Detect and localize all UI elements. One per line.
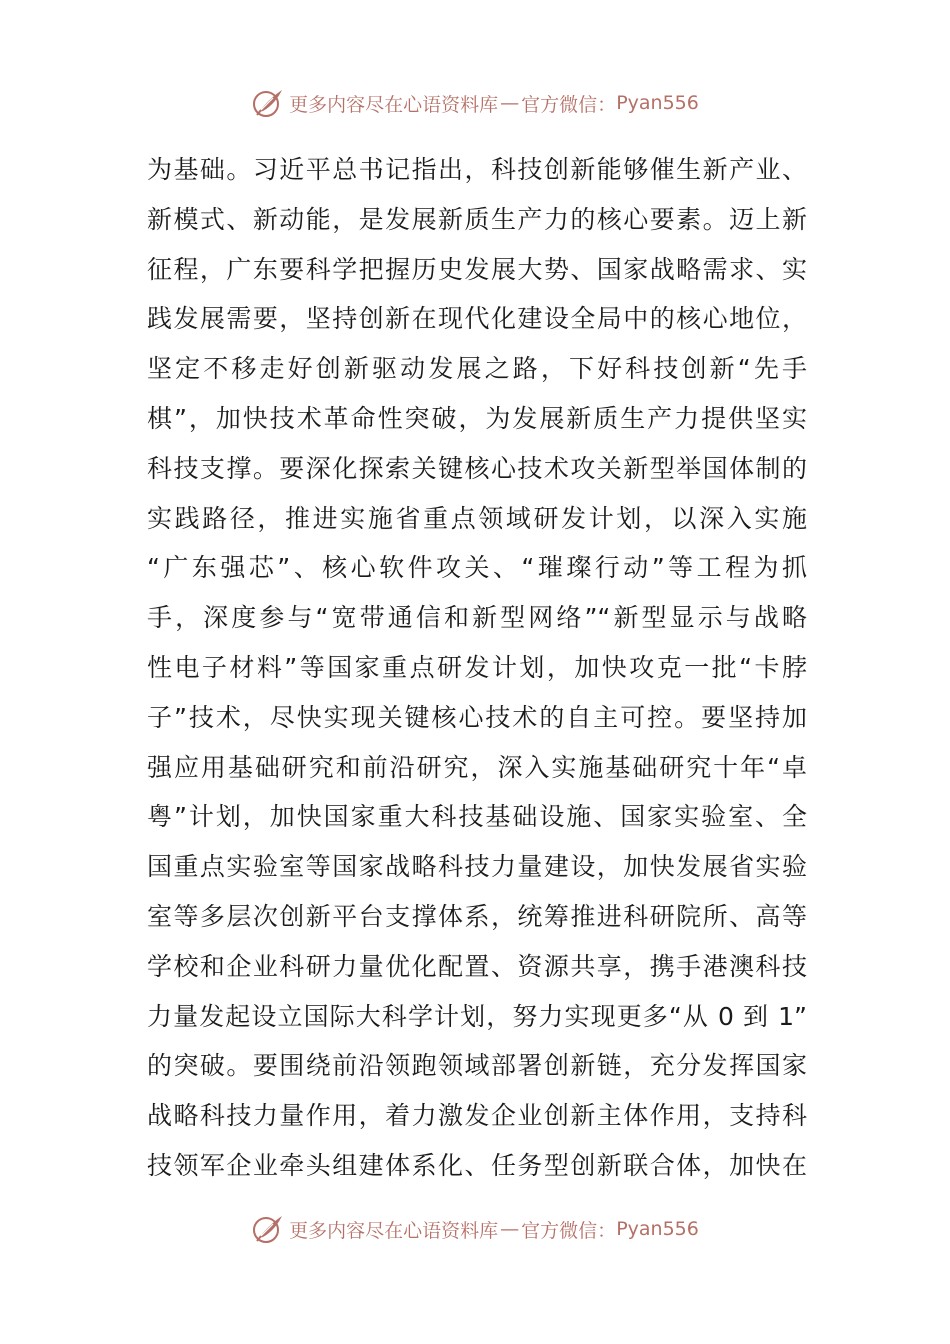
feather-pen-logo-icon	[251, 86, 285, 120]
body-line: 力量发起设立国际大科学计划，努力实现更多“从 0 到 1”	[147, 1001, 807, 1031]
footer-banner	[0, 1212, 950, 1246]
body-line: “广东强芯”、核心软件攻关、“璀璨行动”等工程为抓	[147, 553, 807, 583]
body-line: 为基础。习近平总书记指出，科技创新能够催生新产业、	[147, 155, 807, 184]
footer-slogan: 更多内容尽在心语资料库	[289, 1219, 499, 1242]
body-line: 室等多层次创新平台支撑体系，统筹推进科研院所、高等	[147, 901, 807, 931]
body-line: 的突破。要围绕前沿领跑领域部署创新链，充分发挥国家	[147, 1051, 807, 1081]
header-banner	[0, 86, 950, 120]
body-line: 新模式、新动能，是发展新质生产力的核心要素。迈上新	[147, 204, 807, 234]
feather-pen-logo-icon	[251, 1212, 285, 1246]
body-line: 手，深度参与“宽带通信和新型网络”“新型显示与战略	[147, 603, 807, 633]
body-line: 棋”，加快技术革命性突破，为发展新质生产力提供坚实	[147, 403, 807, 433]
header-account-id: Pyan556	[616, 92, 699, 114]
footer-account-label: 官方微信：	[521, 1219, 617, 1242]
body-line: 科技支撑。要深化探索关键核心技术攻关新型举国体制的	[147, 453, 807, 483]
body-line: 坚定不移走好创新驱动发展之路，下好科技创新“先手	[147, 354, 807, 384]
header-dash: —	[500, 92, 520, 114]
document-body	[147, 145, 807, 1191]
footer-dash: —	[500, 1218, 520, 1240]
body-line: 学校和企业科研力量优化配置、资源共享，携手港澳科技	[147, 951, 807, 981]
body-line: 粤”计划，加快国家重大科技基础设施、国家实验室、全	[147, 802, 807, 832]
body-line: 践发展需要，坚持创新在现代化建设全局中的核心地位，	[147, 304, 807, 334]
footer-account-id: Pyan556	[616, 1218, 699, 1240]
body-line: 技领军企业牵头组建体系化、任务型创新联合体，加快在	[147, 1150, 807, 1180]
body-line: 征程，广东要科学把握历史发展大势、国家战略需求、实	[147, 254, 807, 284]
header-slogan: 更多内容尽在心语资料库	[289, 93, 499, 116]
body-line: 国重点实验室等国家战略科技力量建设，加快发展省实验	[147, 852, 807, 882]
body-line: 战略科技力量作用，着力激发企业创新主体作用，支持科	[147, 1101, 807, 1131]
body-line: 性电子材料”等国家重点研发计划，加快攻克一批“卡脖	[147, 652, 807, 682]
header-account-label: 官方微信：	[521, 93, 617, 116]
body-line: 强应用基础研究和前沿研究，深入实施基础研究十年“卓	[147, 752, 807, 782]
body-line: 实践路径，推进实施省重点领域研发计划，以深入实施	[147, 503, 807, 533]
body-line: 子”技术，尽快实现关键核心技术的自主可控。要坚持加	[147, 702, 807, 732]
